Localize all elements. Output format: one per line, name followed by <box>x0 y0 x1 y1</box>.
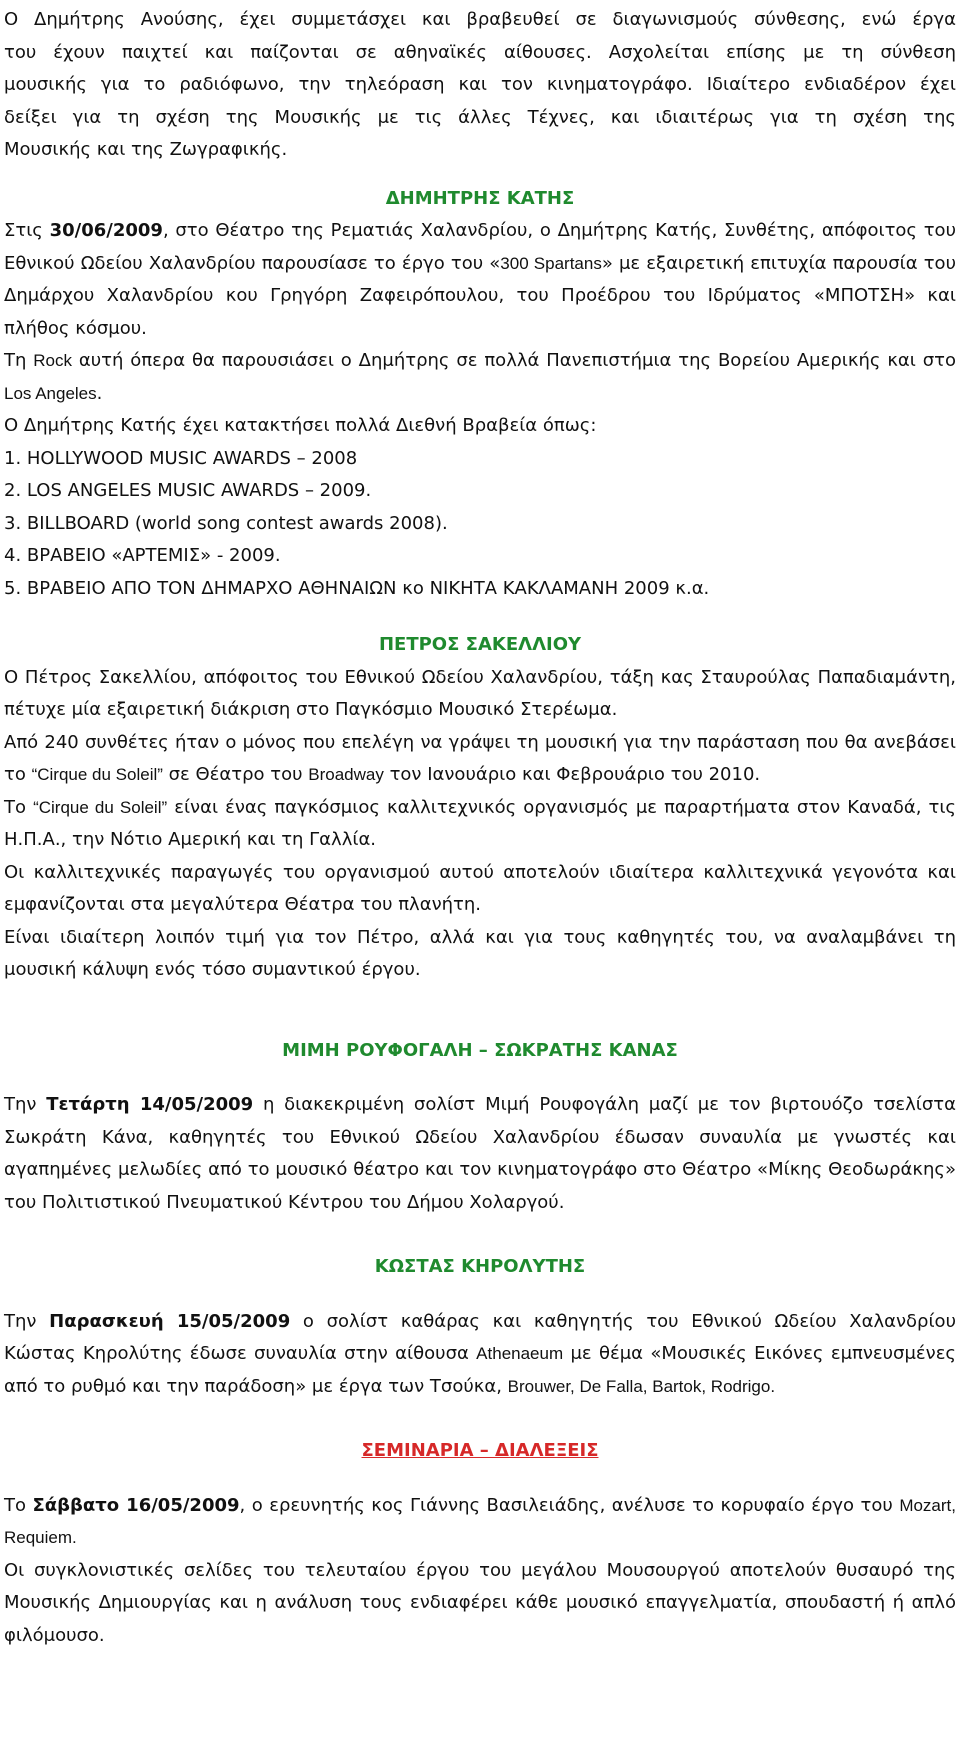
sakelliou-paragraph-4: Οι καλλιτεχνικές παραγωγές του οργανισμού αυτού αποτελούν ιδιαίτερα καλλιτεχνικά γεγονότα και εμφανίζονται στα μεγαλύτερα Θέατρα του πλανήτη. <box>4 861 956 915</box>
award-item: 2. LOS ANGELES MUSIC AWARDS – 2009. <box>4 480 372 501</box>
section-heading-seminars: ΣΕΜΙΝΑΡΙΑ – ΔΙΑΛΕΞΕΙΣ <box>361 1440 599 1461</box>
awards-list <box>4 443 956 606</box>
section-heading-sakelliou: ΠΕΤΡΟΣ ΣΑΚΕΛΛΙΟΥ <box>378 634 582 655</box>
intro-paragraph <box>4 4 956 167</box>
sakelliou-paragraph-5: Είναι ιδιαίτερη λοιπόν τιμή για τον Πέτρο, αλλά και για τους καθηγητές του, να αναλαμβάνει τη μουσική κάλυψη ενός τόσο συμαντικού έργου. <box>4 926 956 980</box>
sakelliou-paragraph-2: Από 240 συνθέτες ήταν ο μόνος που επελέγη να γράψει τη μουσική για την παράσταση που θα ανεβάσει το “Cirque du Soleil” σε Θέατρο του Broadway τον Ιανουάριο και Φεβρουάριο του 2010. <box>4 731 956 785</box>
event-date: 30/06/2009 <box>49 220 163 241</box>
sakelliou-paragraph-3: Το “Cirque du Soleil” είναι ένας παγκόσμιος καλλιτεχνικός οργανισμός με παραρτήματα στον Καναδά, τις Η.Π.Α., την Νότιο Αμερική και τη Γαλλία. <box>4 796 957 850</box>
katis-paragraph-1: Στις 30/06/2009, στο Θέατρο της Ρεματιάς Χαλανδρίου, ο Δημήτρης Κατής, Συνθέτης, απόφοιτος του Εθνικού Ωδείου Χαλανδρίου παρουσίασε το έργο του «300 Spartans» με εξαιρετική επιτυχία παρουσία του Δημάρχου Χαλανδρίου κου Γρηγόρη Ζαφειρόπουλου, του Προέδρου του Ιδρύματος «ΜΠΟΤΣΗ» και πλήθος κόσμου. <box>4 220 956 339</box>
award-item: 3. BILLBOARD (world song contest awards 2008). <box>4 512 448 534</box>
seminars-paragraph-2: Οι συγκλονιστικές σελίδες του τελευταίου έργου του μεγάλου Μουσουργού αποτελούν θυσαυρό της Μουσικής Δημιουργίας και η ανάλυση τους ενδιαφέρει κάθε μουσικό επαγγελματία, σπουδαστή ή απλό φιλόμουσο. <box>4 1559 956 1646</box>
award-item: 5. ΒΡΑΒΕΙΟ ΑΠΟ ΤΟΝ ΔΗΜΑΡΧΟ ΑΘΗΝΑΙΩΝ κο ΝΙΚΗΤΑ ΚΑΚΛΑΜΑΝΗ 2009 κ.α. <box>4 577 710 599</box>
section-heading-katis: ΔΗΜΗΤΡΗΣ ΚΑΤΗΣ <box>385 187 575 209</box>
event-date: Παρασκευή 15/05/2009 <box>49 1310 291 1332</box>
section-heading-roufogali: ΜΙΜΗ ΡΟΥΦΟΓΑΛΗ – ΣΩΚΡΑΤΗΣ ΚΑΝΑΣ <box>282 1039 678 1061</box>
intro-line: δείξει για τη σχέση της Μουσικής με τις άλλες Τέχνες, και ιδιαιτέρως για τη σχέση της <box>4 106 956 128</box>
sakelliou-paragraph-1: Ο Πέτρος Σακελλίου, απόφοιτος του Εθνικού Ωδείου Χαλανδρίου, τάξη κας Σταυρούλας Παπαδιαμάντη, πέτυχε μία εξαιρετική διάκριση στο Παγκόσμιο Μουσικό Στερέωμα. <box>4 666 956 720</box>
event-date: Σάββατο 16/05/2009 <box>32 1494 240 1516</box>
intro-line: Μουσικής και της Ζωγραφικής. <box>4 139 288 160</box>
section-heading-kirolytis: ΚΩΣΤΑΣ ΚΗΡΟΛΥΤΗΣ <box>374 1256 586 1277</box>
kirolytis-paragraph: Την Παρασκευή 15/05/2009 ο σολίστ καθάρας και καθηγητής του Εθνικού Ωδείου Χαλανδρίου Κώστας Κηρολύτης έδωσε συναυλία στην αίθουσα Athenaeum με θέμα «Μουσικές Εικόνες εμπνευσμένες από το ρυθμό και την παράδοση» με έργα των Τσούκα, Brouwer, De Falla, Bartok, Rodrigo. <box>4 1310 956 1397</box>
intro-line: μουσικής για το ραδιόφωνο, την τηλεόραση και τον κινηματογράφο. Ιδιαίτερο ενδιαδέρον έχει <box>4 74 956 95</box>
intro-line: Ο Δημήτρης Ανούσης, έχει συμμετάσχει και βραβευθεί σε διαγωνισμούς σύνθεσης, ενώ έργα <box>4 9 956 30</box>
award-item: 1. HOLLYWOOD MUSIC AWARDS – 2008 <box>4 447 358 469</box>
work-title: 300 Spartans <box>500 253 602 273</box>
intro-line: του έχουν παιχτεί και παίζονται σε αθηναϊκές αίθουσες. Ασχολείται επίσης με τη σύνθεση <box>4 41 956 63</box>
katis-paragraph-3: Ο Δημήτρης Κατής έχει κατακτήσει πολλά Διεθνή Βραβεία όπως: <box>4 415 597 436</box>
seminars-paragraph-1: Το Σάββατο 16/05/2009, ο ερευνητής κος Γιάννης Βασιλειάδης, ανέλυσε το κορυφαίο έργο του Mozart, Requiem. <box>4 1494 956 1547</box>
katis-paragraph-2: Τη Rock αυτή όπερα θα παρουσιάσει ο Δημήτρης σε πολλά Πανεπιστήμια της Βορείου Αμερικής και στο Los Angeles. <box>4 350 957 404</box>
award-item: 4. ΒΡΑΒΕΙΟ «ΑΡΤΕΜΙΣ» - 2009. <box>4 545 281 566</box>
roufogali-paragraph: Την Τετάρτη 14/05/2009 η διακεκριμένη σολίστ Μιμή Ρουφογάλη μαζί με τον βιρτουόζο τσελίστα Σωκράτη Κάνα, καθηγητές του Εθνικού Ωδείου Χαλανδρίου έδωσαν συναυλία με γνωστές και αγαπημένες μελωδίες από το μουσικό θέατρο και τον κινηματογράφο στο Θέατρο «Μίκης Θεοδωράκης» του Πολιτιστικού Πνευματικού Κέντρου του Δήμου Χολαργού. <box>4 1094 957 1213</box>
event-date: Τετάρτη 14/05/2009 <box>46 1094 254 1115</box>
